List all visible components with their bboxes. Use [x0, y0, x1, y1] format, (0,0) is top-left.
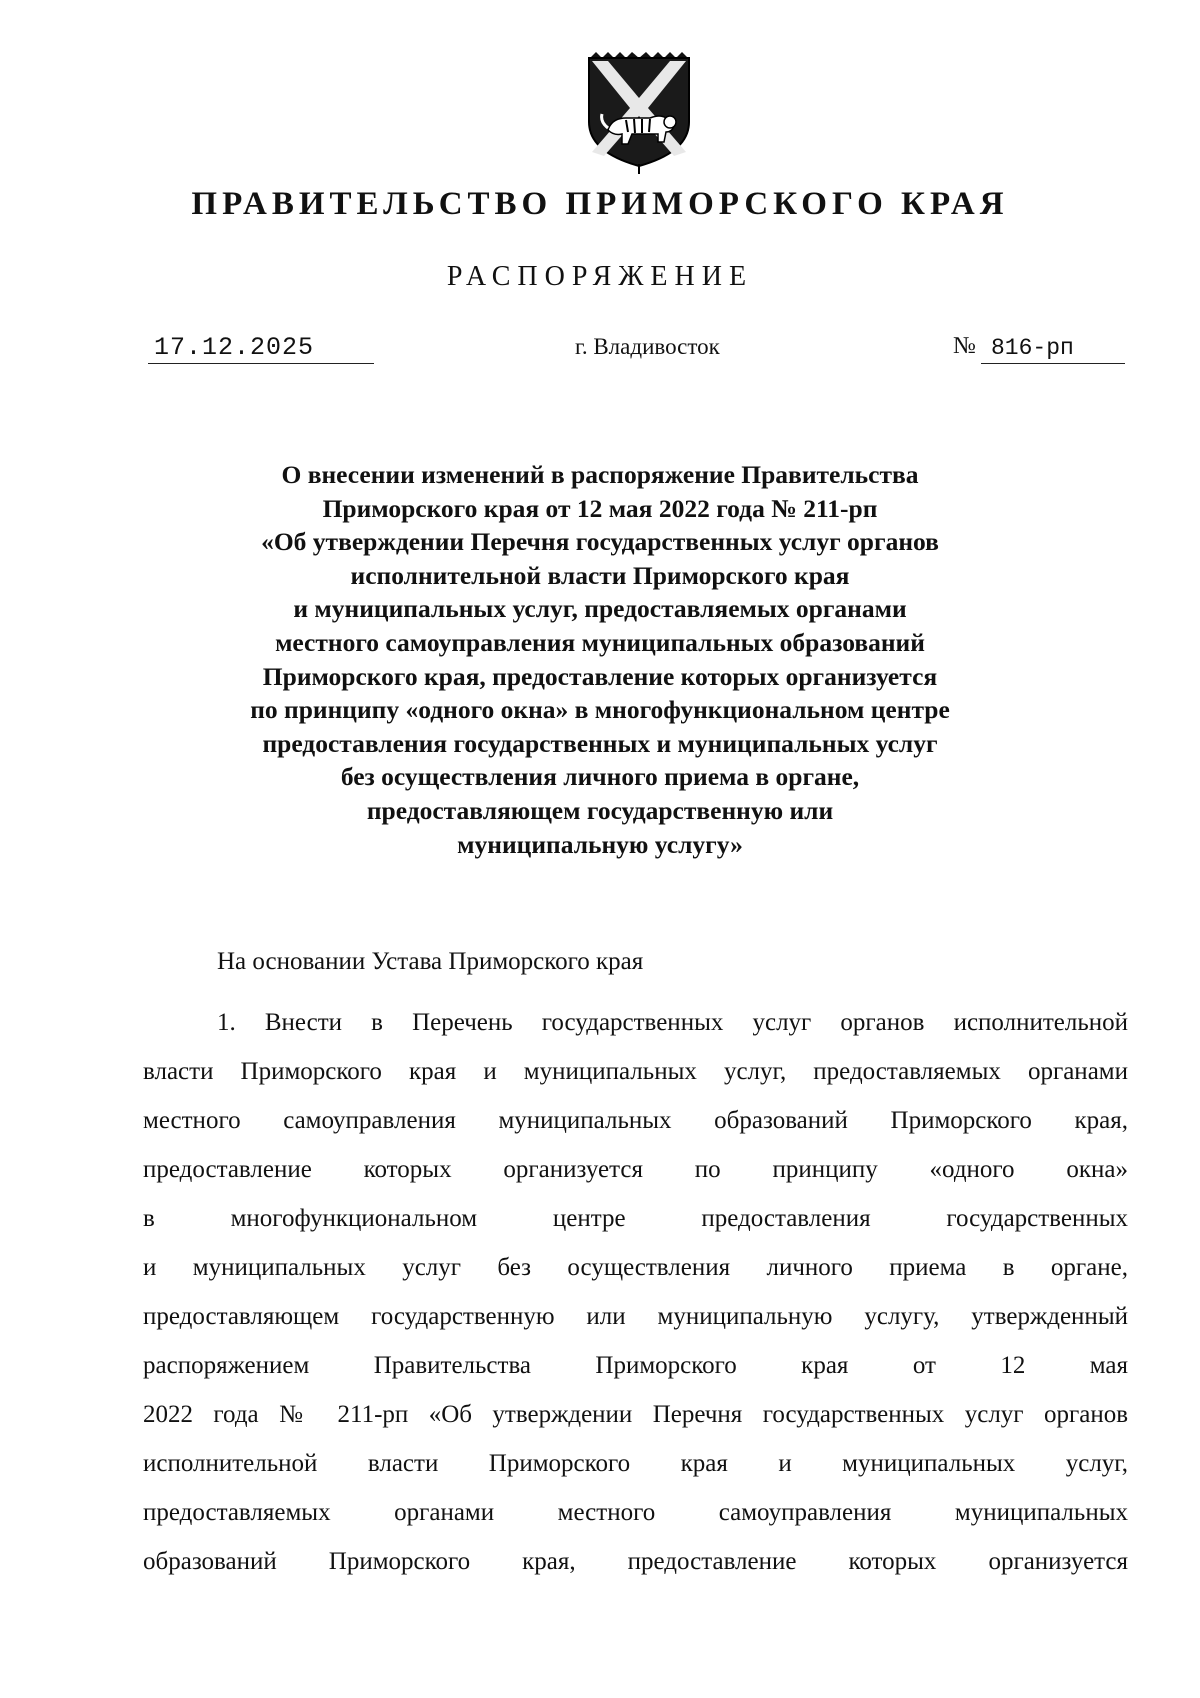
heading-line: предоставляющем государственную или [366, 795, 834, 825]
document-city: г. Владивосток [575, 334, 720, 359]
organization-title: ПРАВИТЕЛЬСТВО ПРИМОРСКОГО КРАЯ [191, 186, 1009, 222]
body-line: 1. Внести в Перечень государственных услуг органов исполнительной [217, 1009, 1128, 1036]
body-line: в многофункциональном центре предоставления государственных [143, 1205, 1128, 1232]
body-paragraph [143, 998, 1128, 1586]
heading-line: Приморского края от 12 мая 2022 года № 211-рп [322, 493, 878, 523]
document-type: РАСПОРЯЖЕНИЕ [446, 261, 754, 292]
body-line: местного самоуправления муниципальных образований Приморского края, [143, 1107, 1128, 1134]
coat-of-arms-icon [586, 52, 692, 174]
body-line: исполнительной власти Приморского края и муниципальных услуг, [143, 1450, 1128, 1477]
body-line: и муниципальных услуг без осуществления личного приема в органе, [143, 1254, 1128, 1281]
document-number-field [953, 333, 1125, 363]
body-line: 2022 года № 211-рп «Об утверждении Перечня государственных услуг органов [143, 1401, 1128, 1428]
document-number: 816-рп [991, 335, 1074, 361]
heading-line: Приморского края, предоставление которых организуется [262, 661, 938, 691]
document-heading [160, 458, 1040, 861]
heading-line: по принципу «одного окна» в многофункциональном центре [250, 695, 950, 725]
heading-line: О внесении изменений в распоряжение Правительства [281, 460, 919, 489]
heading-line: без осуществления личного приема в органе, [340, 762, 860, 792]
heading-line: муниципальную услугу» [457, 829, 743, 859]
heading-line: предоставления государственных и муниципальных услуг [262, 728, 938, 758]
heading-line: «Об утверждении Перечня государственных услуг органов [261, 527, 939, 557]
heading-line: местного самоуправления муниципальных образований [275, 627, 925, 657]
document-date-field [148, 333, 374, 364]
body-line: предоставление которых организуется по принципу «одного окна» [143, 1156, 1128, 1183]
body-line: предоставляющем государственную или муниципальную услугу, утвержденный [143, 1303, 1128, 1330]
heading-line: и муниципальных услуг, предоставляемых органами [293, 594, 907, 624]
document-date: 17.12.2025 [154, 333, 315, 362]
number-sign: № [953, 333, 976, 359]
heading-line: исполнительной власти Приморского края [350, 560, 850, 590]
body-line: власти Приморского края и муниципальных услуг, предоставляемых органами [143, 1058, 1128, 1085]
body-line: образований Приморского края, предоставление которых организуется [143, 1548, 1128, 1575]
number-underline [981, 363, 1125, 364]
body-line: распоряжением Правительства Приморского края от 12 мая [143, 1352, 1128, 1379]
body-line: предоставляемых органами местного самоуправления муниципальных [143, 1499, 1128, 1526]
legal-basis: На основании Устава Приморского края [217, 948, 644, 975]
